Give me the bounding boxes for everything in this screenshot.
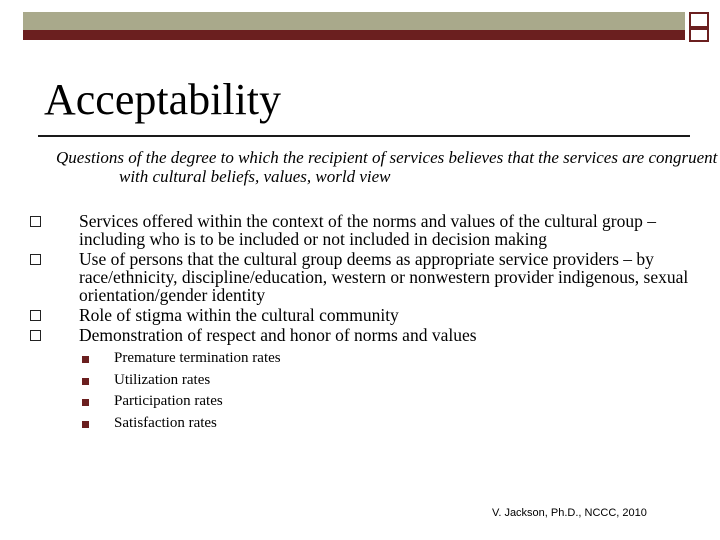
slide-footer-credit: V. Jackson, Ph.D., NCCC, 2010 — [492, 507, 647, 519]
square-bullet-icon — [30, 254, 41, 265]
square-bullet-icon — [30, 310, 41, 321]
sub-bullet-text: Utilization rates — [114, 371, 211, 388]
slide-subtitle: Questions of the degree to which the recipient of services believes that the services are congruent with cultural beliefs, values, world view — [56, 148, 718, 186]
sub-bullet-item — [79, 391, 690, 413]
sub-bullet-item — [79, 348, 690, 370]
filled-square-bullet-icon — [82, 421, 89, 428]
filled-square-bullet-icon — [82, 378, 89, 385]
bullet-list — [30, 212, 690, 436]
title-divider — [38, 135, 690, 137]
sub-bullet-item — [79, 413, 690, 435]
bullet-item — [30, 212, 690, 248]
slide-title: Acceptability — [44, 75, 282, 124]
bullet-text: Services offered within the context of the norms and values of the cultural group – including who is to be included or not included in decision making — [79, 211, 657, 249]
bullet-text: Role of stigma within the cultural community — [79, 305, 399, 325]
bullet-text: Use of persons that the cultural group deems as appropriate service providers – by race/ethnicity, discipline/education, western or nonwestern provider indigenous, sexual orientation/gender identity — [79, 249, 689, 305]
sub-bullet-text: Participation rates — [114, 393, 223, 409]
square-bullet-icon — [30, 216, 41, 227]
sub-bullet-text: Premature termination rates — [114, 350, 281, 366]
sub-bullet-list — [79, 348, 690, 434]
bullet-item — [30, 306, 690, 324]
filled-square-bullet-icon — [82, 399, 89, 406]
bullet-item — [30, 250, 690, 304]
filled-square-bullet-icon — [82, 356, 89, 363]
square-bullet-icon — [30, 330, 41, 341]
header-band-maroon — [23, 30, 685, 40]
header-band-khaki — [23, 12, 685, 30]
bullet-text: Demonstration of respect and honor of norms and values — [79, 325, 477, 345]
bullet-item — [30, 326, 690, 434]
corner-square-icon — [689, 12, 709, 28]
sub-bullet-text: Satisfaction rates — [114, 414, 217, 431]
sub-bullet-item — [79, 370, 690, 392]
corner-square-icon — [689, 28, 709, 42]
